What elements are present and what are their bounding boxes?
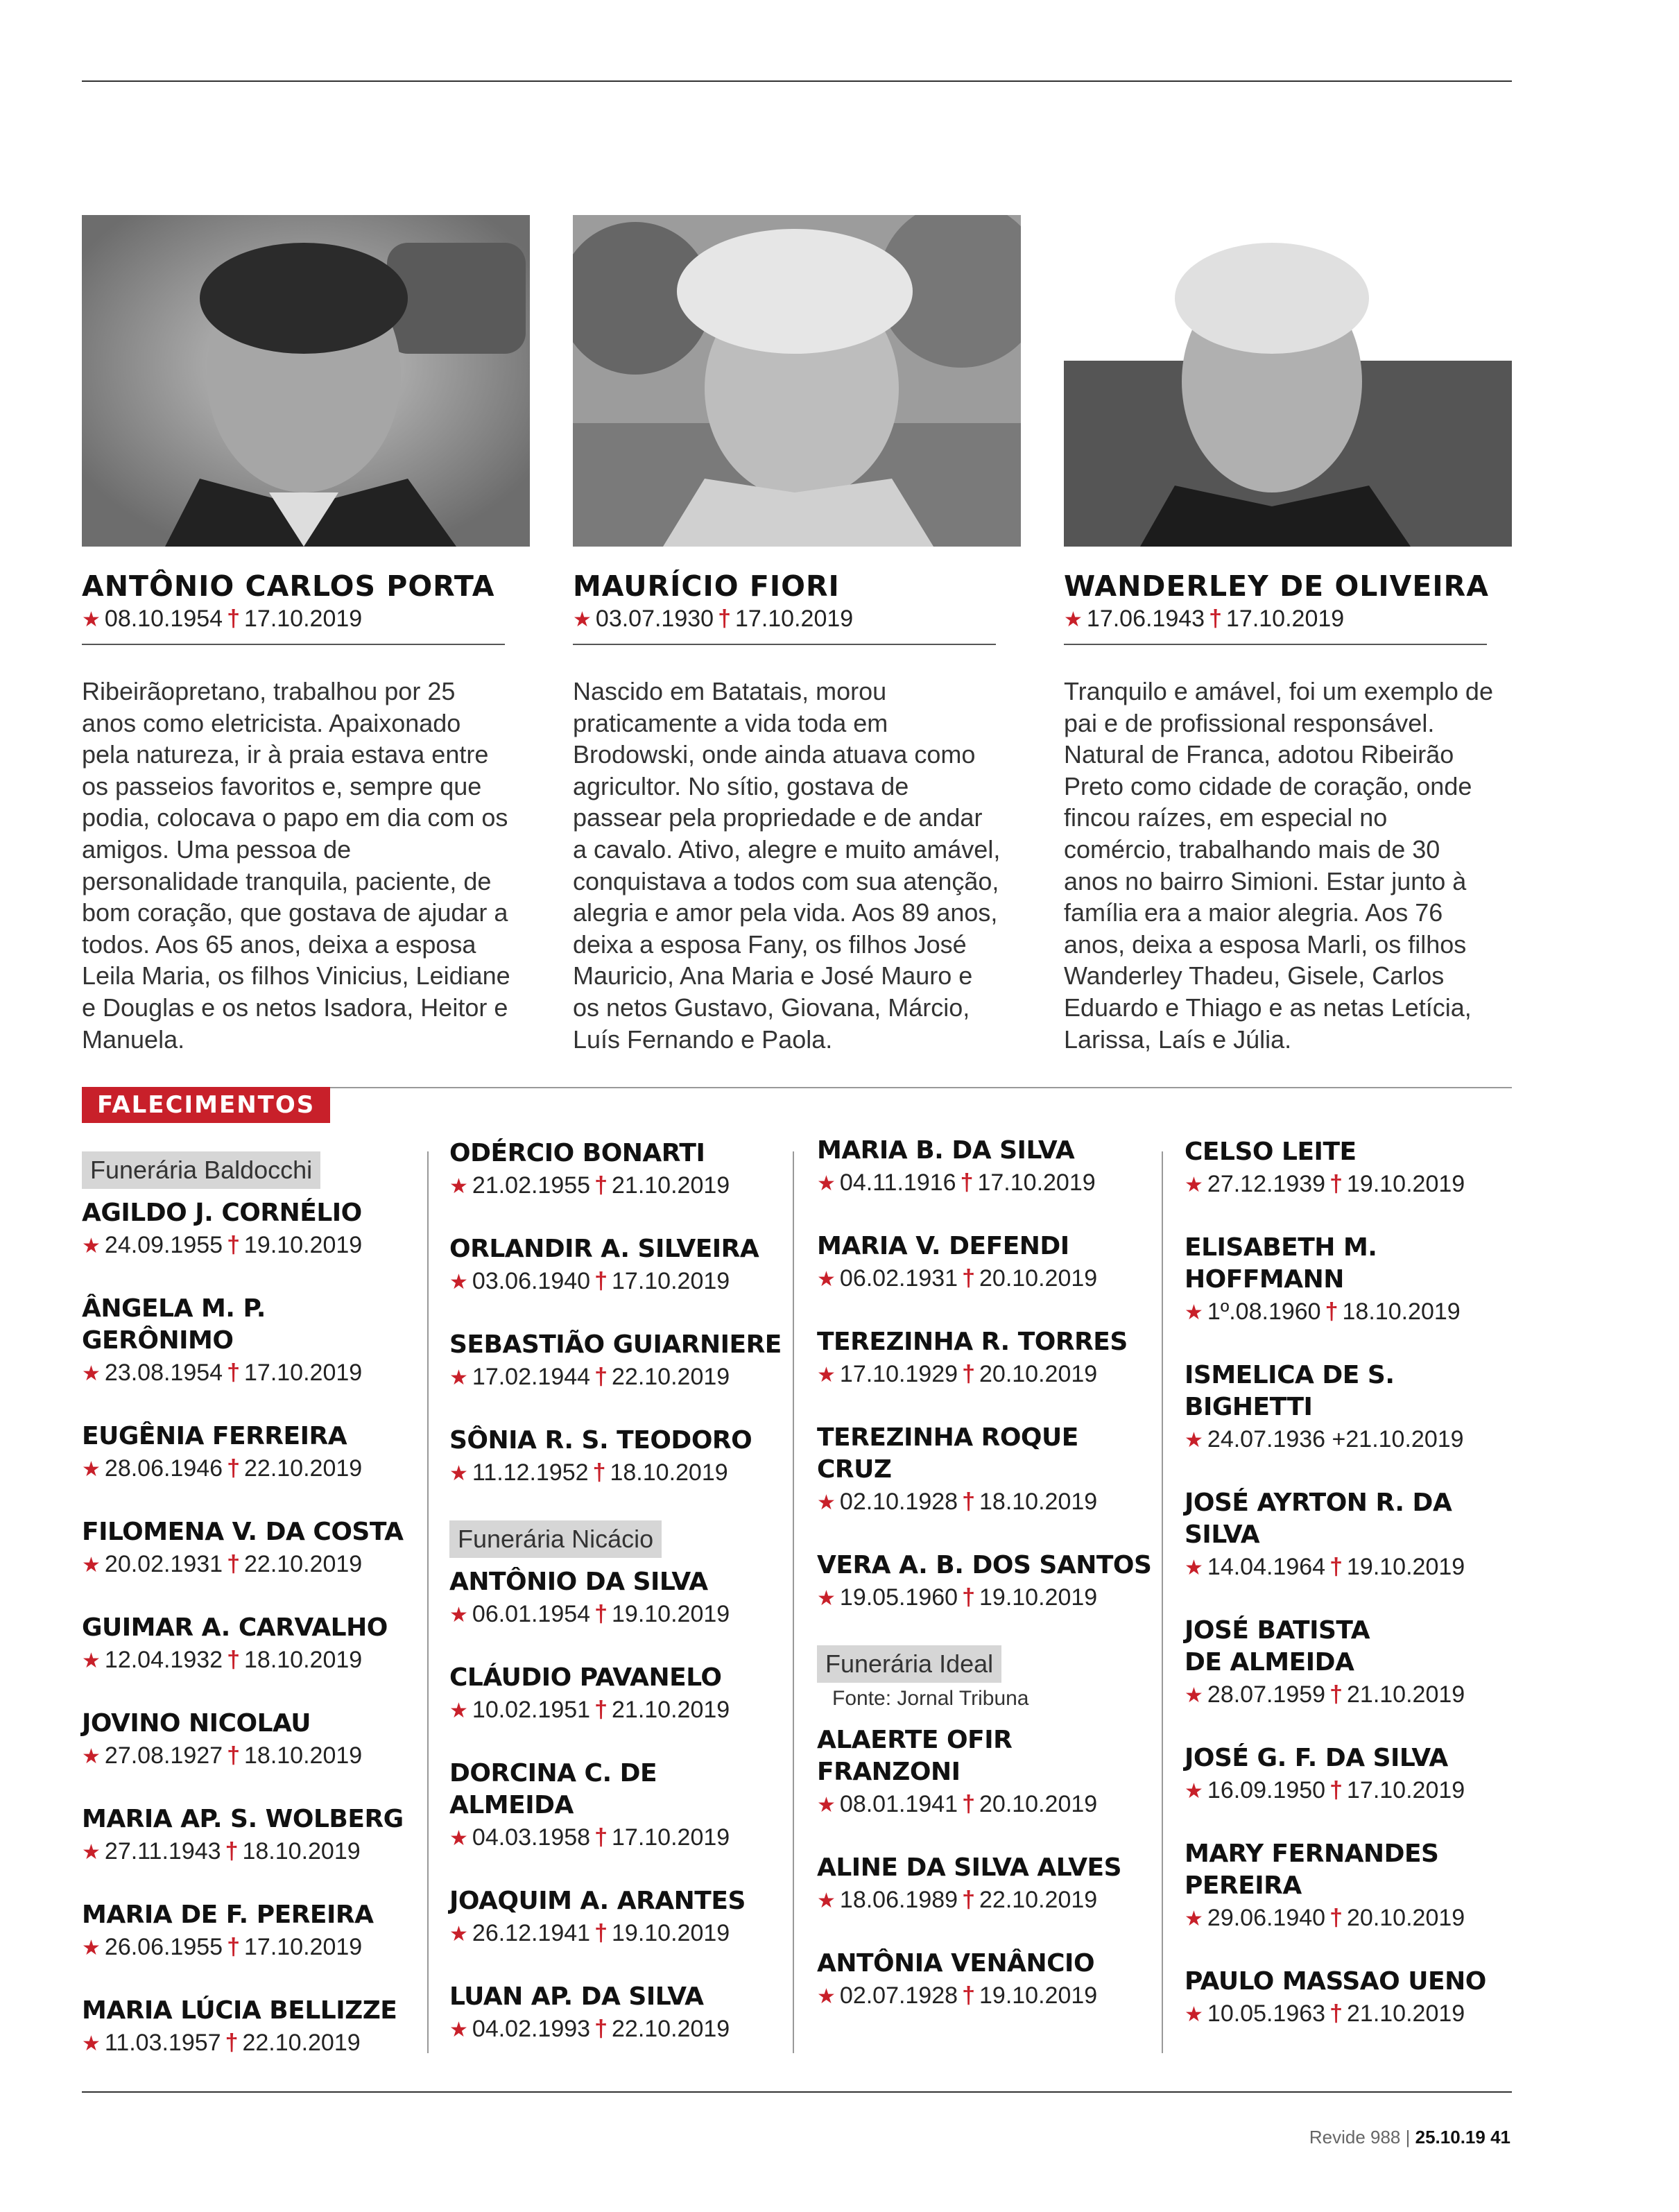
obituary-entry (817, 1231, 1157, 1296)
top-rule (82, 80, 1512, 82)
life-dates (817, 1884, 1157, 1917)
profile-name: WANDERLEY DE OLIVEIRA (1064, 569, 1489, 603)
birth-date: 28.06.1946 (104, 1455, 223, 1482)
death-date: 20.10.2019 (979, 1791, 1098, 1817)
birth-date: 17.02.1944 (472, 1364, 591, 1390)
life-dates (817, 1980, 1157, 2013)
profile-wanderley-de-oliveira (1064, 569, 1512, 1055)
star-icon: ★ (1185, 1174, 1203, 1197)
cross-icon: † (594, 1920, 608, 1946)
life-dates (449, 1361, 789, 1394)
cross-icon: † (962, 1265, 975, 1292)
obituary-column-2 (449, 1138, 789, 2077)
death-date: 18.10.2019 (244, 1647, 363, 1673)
birth-date: 19.05.1960 (839, 1584, 958, 1611)
cross-icon: † (227, 1360, 240, 1386)
obituary-entry (449, 1233, 789, 1298)
star-icon: ★ (817, 1364, 836, 1387)
cross-icon: † (1325, 1298, 1338, 1325)
life-dates (449, 1917, 789, 1950)
death-date: 18.10.2019 (242, 1838, 361, 1864)
birth-date: 26.06.1955 (104, 1934, 223, 1960)
birth-date: 27.11.1943 (104, 1838, 221, 1864)
star-icon: ★ (449, 1699, 468, 1722)
deceased-name: ALAERTE OFIR FRANZONI (817, 1726, 1013, 1786)
obituary-entry (449, 1885, 789, 1950)
birth-date: 03.06.1940 (472, 1268, 591, 1294)
profile-antonio-carlos-porta (82, 569, 530, 1055)
obituary-column-4 (1185, 1136, 1524, 2061)
deceased-name: JOAQUIM A. ARANTES (449, 1887, 746, 1915)
star-icon: ★ (1185, 1301, 1203, 1324)
deceased-name: LUAN AP. DA SILVA (449, 1982, 704, 2011)
birth-date: 20.02.1931 (104, 1551, 223, 1577)
life-dates (1185, 1902, 1524, 1935)
deceased-name: ODÉRCIO BONARTI (449, 1139, 705, 1167)
obituary-entry (449, 1662, 789, 1727)
cross-icon: † (227, 1934, 240, 1960)
deceased-name: AGILDO J. CORNÉLIO (82, 1199, 362, 1227)
death-date: 18.10.2019 (1342, 1298, 1461, 1325)
obituary-entry (82, 1708, 422, 1773)
deceased-name: SÔNIA R. S. TEODORO (449, 1426, 752, 1455)
birth-date: 26.12.1941 (472, 1920, 591, 1946)
deceased-name: ÂNGELA M. P. GERÔNIMO (82, 1294, 266, 1355)
death-date: 19.10.2019 (1347, 1171, 1465, 1197)
obituary-entry (449, 1329, 789, 1394)
life-dates (449, 2013, 789, 2046)
profile-bio: Nascido em Batatais, morou praticamente a vida toda em Brodowski, onde ainda atuava como agricultor. No sítio, gostava de passear pela propriedade e de andar a cavalo. Ativo, alegre e muito amável, conquistava a todos com sua atenção, alegria e amor pela vida. Aos 89 anos, deixa a esposa Fany, os filhos José Mauricio, Ana Maria e José Mauro e os netos Gustavo, Giovana, Márcio, Luís Fernando e Paola. (573, 677, 1001, 1054)
birth-date: 23.08.1954 (104, 1360, 223, 1386)
cross-icon: † (962, 1982, 975, 2009)
cross-icon: † (594, 1601, 608, 1627)
death-date: 17.10.2019 (977, 1169, 1096, 1196)
birth-date: 02.10.1928 (839, 1489, 958, 1515)
life-dates (817, 1167, 1157, 1200)
birth-date: 03.07.1930 (595, 606, 714, 632)
death-date: 22.10.2019 (244, 1551, 363, 1577)
deceased-name: ALINE DA SILVA ALVES (817, 1853, 1122, 1882)
death-date: 20.10.2019 (979, 1361, 1098, 1387)
cross-icon: † (960, 1169, 974, 1196)
obituary-entry (82, 1803, 422, 1869)
life-dates (449, 1694, 789, 1727)
star-icon: ★ (449, 1175, 468, 1198)
birth-date: 04.03.1958 (472, 1824, 591, 1851)
star-icon: ★ (1185, 1684, 1203, 1707)
obituary-entry (817, 1326, 1157, 1391)
cross-icon: † (225, 1838, 239, 1864)
star-icon: ★ (449, 1923, 468, 1946)
obituary-entry (82, 1197, 422, 1262)
star-icon: ★ (449, 1462, 468, 1485)
birth-date: 29.06.1940 (1207, 1905, 1326, 1931)
obituary-entry (1185, 1838, 1524, 1935)
star-icon: ★ (449, 1366, 468, 1389)
photo-wanderley-de-oliveira (1064, 215, 1512, 547)
column-divider (427, 1151, 429, 2053)
divider (573, 644, 996, 645)
deceased-name: JOSÉ AYRTON R. DA SILVA (1185, 1489, 1452, 1549)
birth-date: 08.01.1941 (839, 1791, 958, 1817)
cross-icon: † (718, 606, 731, 632)
life-dates (1185, 1998, 1524, 2031)
cross-icon: † (594, 1268, 608, 1294)
page-number: 41 (1490, 2127, 1510, 2147)
life-dates (449, 1265, 789, 1298)
profile-bio: Tranquilo e amável, foi um exemplo de pai e de profissional responsável. Natural de Franca, adotou Ribeirão Preto como cidade de coração, onde fincou raízes, em especial no comércio, trabalhando mais de 30 anos no bairro Simioni. Estar junto à família era a maior alegria. Aos 76 anos, deixa a esposa Marli, os filhos Wanderley Thadeu, Gisele, Carlos Eduardo e Thiago e as netas Letícia, Larissa, Laís e Júlia. (1064, 677, 1493, 1054)
death-date: 19.10.2019 (612, 1920, 730, 1946)
life-dates (82, 1357, 422, 1390)
deceased-name: FILOMENA V. DA COSTA (82, 1518, 404, 1546)
death-date: 17.10.2019 (1347, 1777, 1465, 1803)
life-dates (1185, 1679, 1524, 1712)
cross-icon: † (227, 1455, 240, 1482)
death-date: 18.10.2019 (244, 1742, 363, 1769)
cross-icon: † (594, 2016, 608, 2042)
bottom-rule (82, 2091, 1512, 2093)
funeral-home-label: Funerária Baldocchi (82, 1151, 320, 1189)
death-date: 17.10.2019 (244, 1360, 363, 1386)
birth-date: 08.10.1954 (104, 606, 223, 632)
death-date: 19.10.2019 (979, 1584, 1098, 1611)
deceased-name: MARIA DE F. PEREIRA (82, 1901, 374, 1929)
star-icon: ★ (817, 1491, 836, 1514)
obituary-entry (1185, 1742, 1524, 1808)
death-date: 22.10.2019 (979, 1887, 1098, 1913)
birth-date: 10.02.1951 (472, 1697, 591, 1723)
death-date: 22.10.2019 (612, 2016, 730, 2042)
star-icon: ★ (817, 1172, 836, 1195)
cross-icon: † (962, 1584, 975, 1611)
birth-date: 14.04.1964 (1207, 1554, 1326, 1580)
cross-icon: † (1209, 606, 1222, 632)
life-dates (82, 2027, 422, 2060)
obituary-entry (1185, 1487, 1524, 1584)
cross-icon: † (962, 1791, 975, 1817)
obituary-entry (817, 1948, 1157, 2013)
deceased-name: ANTÔNIA VENÂNCIO (817, 1949, 1095, 1978)
star-icon: ★ (1185, 1429, 1203, 1452)
deceased-name: MARIA B. DA SILVA (817, 1136, 1075, 1165)
life-dates (817, 1788, 1157, 1821)
deceased-name: ORLANDIR A. SILVEIRA (449, 1235, 759, 1263)
life-dates (1185, 1168, 1524, 1201)
cross-icon: † (227, 1551, 240, 1577)
death-date: 17.10.2019 (612, 1824, 730, 1851)
obituary-entry (82, 1421, 422, 1486)
death-date: 22.10.2019 (244, 1455, 363, 1482)
birth-date: 04.11.1916 (839, 1169, 956, 1196)
obituary-entry (82, 1293, 422, 1390)
deceased-name: MARIA LÚCIA BELLIZZE (82, 1996, 397, 2025)
cross-icon: † (1329, 1554, 1343, 1580)
life-dates (82, 1835, 422, 1869)
deceased-name: CELSO LEITE (1185, 1138, 1357, 1166)
deceased-name: SEBASTIÃO GUIARNIERE (449, 1330, 782, 1359)
funeral-home-group (449, 1520, 789, 1558)
life-dates (1185, 1423, 1524, 1457)
footer-separator: | (1405, 2127, 1411, 2147)
obituary-entry (817, 1724, 1157, 1821)
birth-date: 11.12.1952 (472, 1459, 589, 1486)
death-date: 21.10.2019 (1347, 1681, 1465, 1708)
obituary-entry (817, 1852, 1157, 1917)
birth-date: 27.12.1939 (1207, 1171, 1326, 1197)
birth-date: 16.09.1950 (1207, 1777, 1326, 1803)
death-date: 17.10.2019 (244, 1934, 363, 1960)
death-date: 18.10.2019 (979, 1489, 1098, 1515)
birth-date: 27.08.1927 (104, 1742, 223, 1769)
star-icon: ★ (817, 1985, 836, 2008)
source-note: Fonte: Jornal Tribuna (832, 1687, 1029, 1710)
star-icon: ★ (1185, 1780, 1203, 1803)
column-divider (793, 1151, 794, 2053)
deceased-name: TEREZINHA R. TORRES (817, 1328, 1128, 1356)
death-date: 18.10.2019 (610, 1459, 728, 1486)
deceased-name: TEREZINHA ROQUE CRUZ (817, 1423, 1078, 1484)
star-icon: ★ (82, 1362, 101, 1385)
cross-icon: † (1329, 1777, 1343, 1803)
star-icon: ★ (817, 1889, 836, 1912)
cross-icon: † (1329, 1905, 1343, 1931)
cross-icon: † (1329, 1171, 1343, 1197)
star-icon: ★ (817, 1268, 836, 1291)
death-date: 17.10.2019 (244, 606, 363, 632)
cross-icon: † (1329, 2000, 1343, 2027)
funeral-home-group (817, 1645, 1157, 1711)
life-dates (817, 1262, 1157, 1296)
death-date: 21.10.2019 (612, 1172, 730, 1199)
obituary-entry (82, 1516, 422, 1581)
deceased-name: JOSÉ BATISTA DE ALMEIDA (1185, 1616, 1370, 1677)
deceased-name: JOSÉ G. F. DA SILVA (1185, 1744, 1448, 1772)
obituary-entry (449, 1981, 789, 2046)
date-range: 24.07.1936 +21.10.2019 (1207, 1426, 1464, 1452)
life-dates (817, 1581, 1157, 1615)
star-icon: ★ (1185, 2003, 1203, 2026)
birth-date: 06.02.1931 (839, 1265, 958, 1292)
death-date: 19.10.2019 (979, 1982, 1098, 2009)
star-icon: ★ (82, 1745, 101, 1768)
deceased-name: GUIMAR A. CARVALHO (82, 1613, 388, 1642)
star-icon: ★ (449, 1827, 468, 1850)
life-dates (449, 1457, 789, 1490)
obituary-entry (1185, 1966, 1524, 2031)
life-dates (82, 1931, 422, 1964)
obituary-entry (1185, 1136, 1524, 1201)
cross-icon: † (962, 1361, 975, 1387)
obituary-column-1 (82, 1151, 422, 2091)
star-icon: ★ (82, 1235, 101, 1258)
deceased-name: JOVINO NICOLAU (82, 1709, 311, 1738)
profile-dates (82, 603, 530, 645)
obituary-entry (449, 1758, 789, 1855)
birth-date: 12.04.1932 (104, 1647, 223, 1673)
obituary-entry (449, 1425, 789, 1490)
star-icon: ★ (1185, 1907, 1203, 1930)
death-date: 22.10.2019 (242, 2030, 361, 2056)
divider (82, 644, 505, 645)
death-date: 20.10.2019 (1347, 1905, 1465, 1931)
star-icon: ★ (449, 2018, 468, 2041)
deceased-name: ISMELICA DE S. BIGHETTI (1185, 1361, 1395, 1421)
death-date: 22.10.2019 (612, 1364, 730, 1390)
star-icon: ★ (82, 1841, 101, 1864)
deceased-name: EUGÊNIA FERREIRA (82, 1422, 347, 1450)
death-date: 17.10.2019 (1226, 606, 1345, 632)
profile-dates (1064, 603, 1512, 645)
birth-date: 02.07.1928 (839, 1982, 958, 2009)
cross-icon: † (227, 606, 240, 632)
star-icon: ★ (82, 608, 101, 631)
page-footer (1309, 2127, 1510, 2148)
star-icon: ★ (82, 1649, 101, 1672)
life-dates (82, 1548, 422, 1581)
star-icon: ★ (817, 1794, 836, 1817)
star-icon: ★ (1064, 608, 1083, 631)
obituary-column-3 (817, 1135, 1157, 2043)
birth-date: 06.01.1954 (472, 1601, 591, 1627)
profile-mauricio-fiori (573, 569, 1021, 1055)
birth-date: 17.06.1943 (1086, 606, 1205, 632)
obituary-entry (449, 1566, 789, 1631)
birth-date: 17.10.1929 (839, 1361, 958, 1387)
divider (1064, 644, 1487, 645)
birth-date: 10.05.1963 (1207, 2000, 1326, 2027)
cross-icon: † (594, 1697, 608, 1723)
profile-bio: Ribeirãopretano, trabalhou por 25 anos como eletricista. Apaixonado pela natureza, ir à praia estava entre os passeios favoritos e, sempre que podia, colocava o papo em dia com os amigos. Uma pessoa de personalidade tranquila, paciente, de bom coração, que gostava de ajudar a todos. Aos 65 anos, deixa a esposa Leila Maria, os filhos Vinicius, Leidiane e Douglas e os netos Isadora, Heitor e Manuela. (82, 677, 510, 1054)
death-date: 19.10.2019 (244, 1232, 363, 1258)
life-dates (449, 1821, 789, 1855)
obituary-entry (82, 1612, 422, 1677)
birth-date: 1º.08.1960 (1207, 1298, 1321, 1325)
birth-date: 28.07.1959 (1207, 1681, 1326, 1708)
cross-icon: † (1329, 1681, 1343, 1708)
star-icon: ★ (817, 1587, 836, 1610)
profile-name: ANTÔNIO CARLOS PORTA (82, 569, 495, 603)
star-icon: ★ (1185, 1557, 1203, 1579)
photo-mauricio-fiori (573, 215, 1021, 547)
deceased-name: DORCINA C. DE ALMEIDA (449, 1759, 657, 1819)
obituary-entry (1185, 1232, 1524, 1329)
cross-icon: † (227, 1647, 240, 1673)
star-icon: ★ (573, 608, 592, 631)
obituary-entry (82, 1899, 422, 1964)
life-dates (1185, 1551, 1524, 1584)
obituary-entry (817, 1135, 1157, 1200)
star-icon: ★ (449, 1604, 468, 1627)
birth-date: 18.06.1989 (839, 1887, 958, 1913)
death-date: 20.10.2019 (979, 1265, 1098, 1292)
profile-name: MAURÍCIO FIORI (573, 569, 840, 603)
life-dates (449, 1598, 789, 1631)
star-icon: ★ (82, 2032, 101, 2055)
deceased-name: ELISABETH M. HOFFMANN (1185, 1233, 1377, 1294)
deceased-name: PAULO MASSAO UENO (1185, 1967, 1486, 1996)
death-date: 21.10.2019 (1347, 2000, 1465, 2027)
life-dates (449, 1169, 789, 1203)
life-dates (82, 1740, 422, 1773)
birth-date: 24.09.1955 (104, 1232, 223, 1258)
death-date: 19.10.2019 (612, 1601, 730, 1627)
cross-icon: † (594, 1364, 608, 1390)
obituary-entry (449, 1138, 789, 1203)
death-date: 17.10.2019 (612, 1268, 730, 1294)
star-icon: ★ (82, 1554, 101, 1577)
obituary-entry (1185, 1615, 1524, 1712)
star-icon: ★ (449, 1271, 468, 1294)
obituary-entry (817, 1422, 1157, 1519)
cross-icon: † (594, 1172, 608, 1199)
cross-icon: † (227, 1742, 240, 1769)
deceased-name: MARIA V. DEFENDI (817, 1232, 1069, 1260)
deceased-name: MARY FERNANDES PEREIRA (1185, 1840, 1439, 1900)
life-dates (82, 1644, 422, 1677)
magazine-name: Revide 988 (1309, 2127, 1401, 2147)
funeral-home-group (82, 1151, 422, 1189)
obituary-entry (817, 1550, 1157, 1615)
birth-date: 11.03.1957 (104, 2030, 221, 2056)
obituary-entry (82, 1995, 422, 2060)
birth-date: 21.02.1955 (472, 1172, 591, 1199)
deceased-name: ANTÔNIO DA SILVA (449, 1568, 708, 1596)
life-dates (1185, 1774, 1524, 1808)
profile-dates (573, 603, 1021, 645)
life-dates (817, 1486, 1157, 1519)
life-dates (82, 1452, 422, 1486)
obituary-entry (1185, 1360, 1524, 1457)
cross-icon: † (592, 1459, 606, 1486)
death-date: 19.10.2019 (1347, 1554, 1465, 1580)
funeral-home-label: Funerária Nicácio (449, 1520, 662, 1558)
issue-date: 25.10.19 (1415, 2127, 1486, 2147)
star-icon: ★ (82, 1937, 101, 1960)
deceased-name: MARIA AP. S. WOLBERG (82, 1805, 404, 1833)
cross-icon: † (227, 1232, 240, 1258)
column-divider (1162, 1151, 1163, 2053)
death-date: 17.10.2019 (735, 606, 854, 632)
cross-icon: † (962, 1489, 975, 1515)
death-date: 21.10.2019 (612, 1697, 730, 1723)
life-dates (82, 1229, 422, 1262)
cross-icon: † (225, 2030, 239, 2056)
cross-icon: † (962, 1887, 975, 1913)
star-icon: ★ (82, 1458, 101, 1481)
photo-antonio-carlos-porta (82, 215, 530, 547)
deceased-name: CLÁUDIO PAVANELO (449, 1663, 722, 1692)
cross-icon: † (594, 1824, 608, 1851)
section-label: FALECIMENTOS (82, 1087, 330, 1123)
life-dates (1185, 1296, 1524, 1329)
birth-date: 04.02.1993 (472, 2016, 591, 2042)
deceased-name: VERA A. B. DOS SANTOS (817, 1551, 1152, 1579)
life-dates (817, 1358, 1157, 1391)
funeral-home-label: Funerária Ideal (817, 1645, 1001, 1683)
